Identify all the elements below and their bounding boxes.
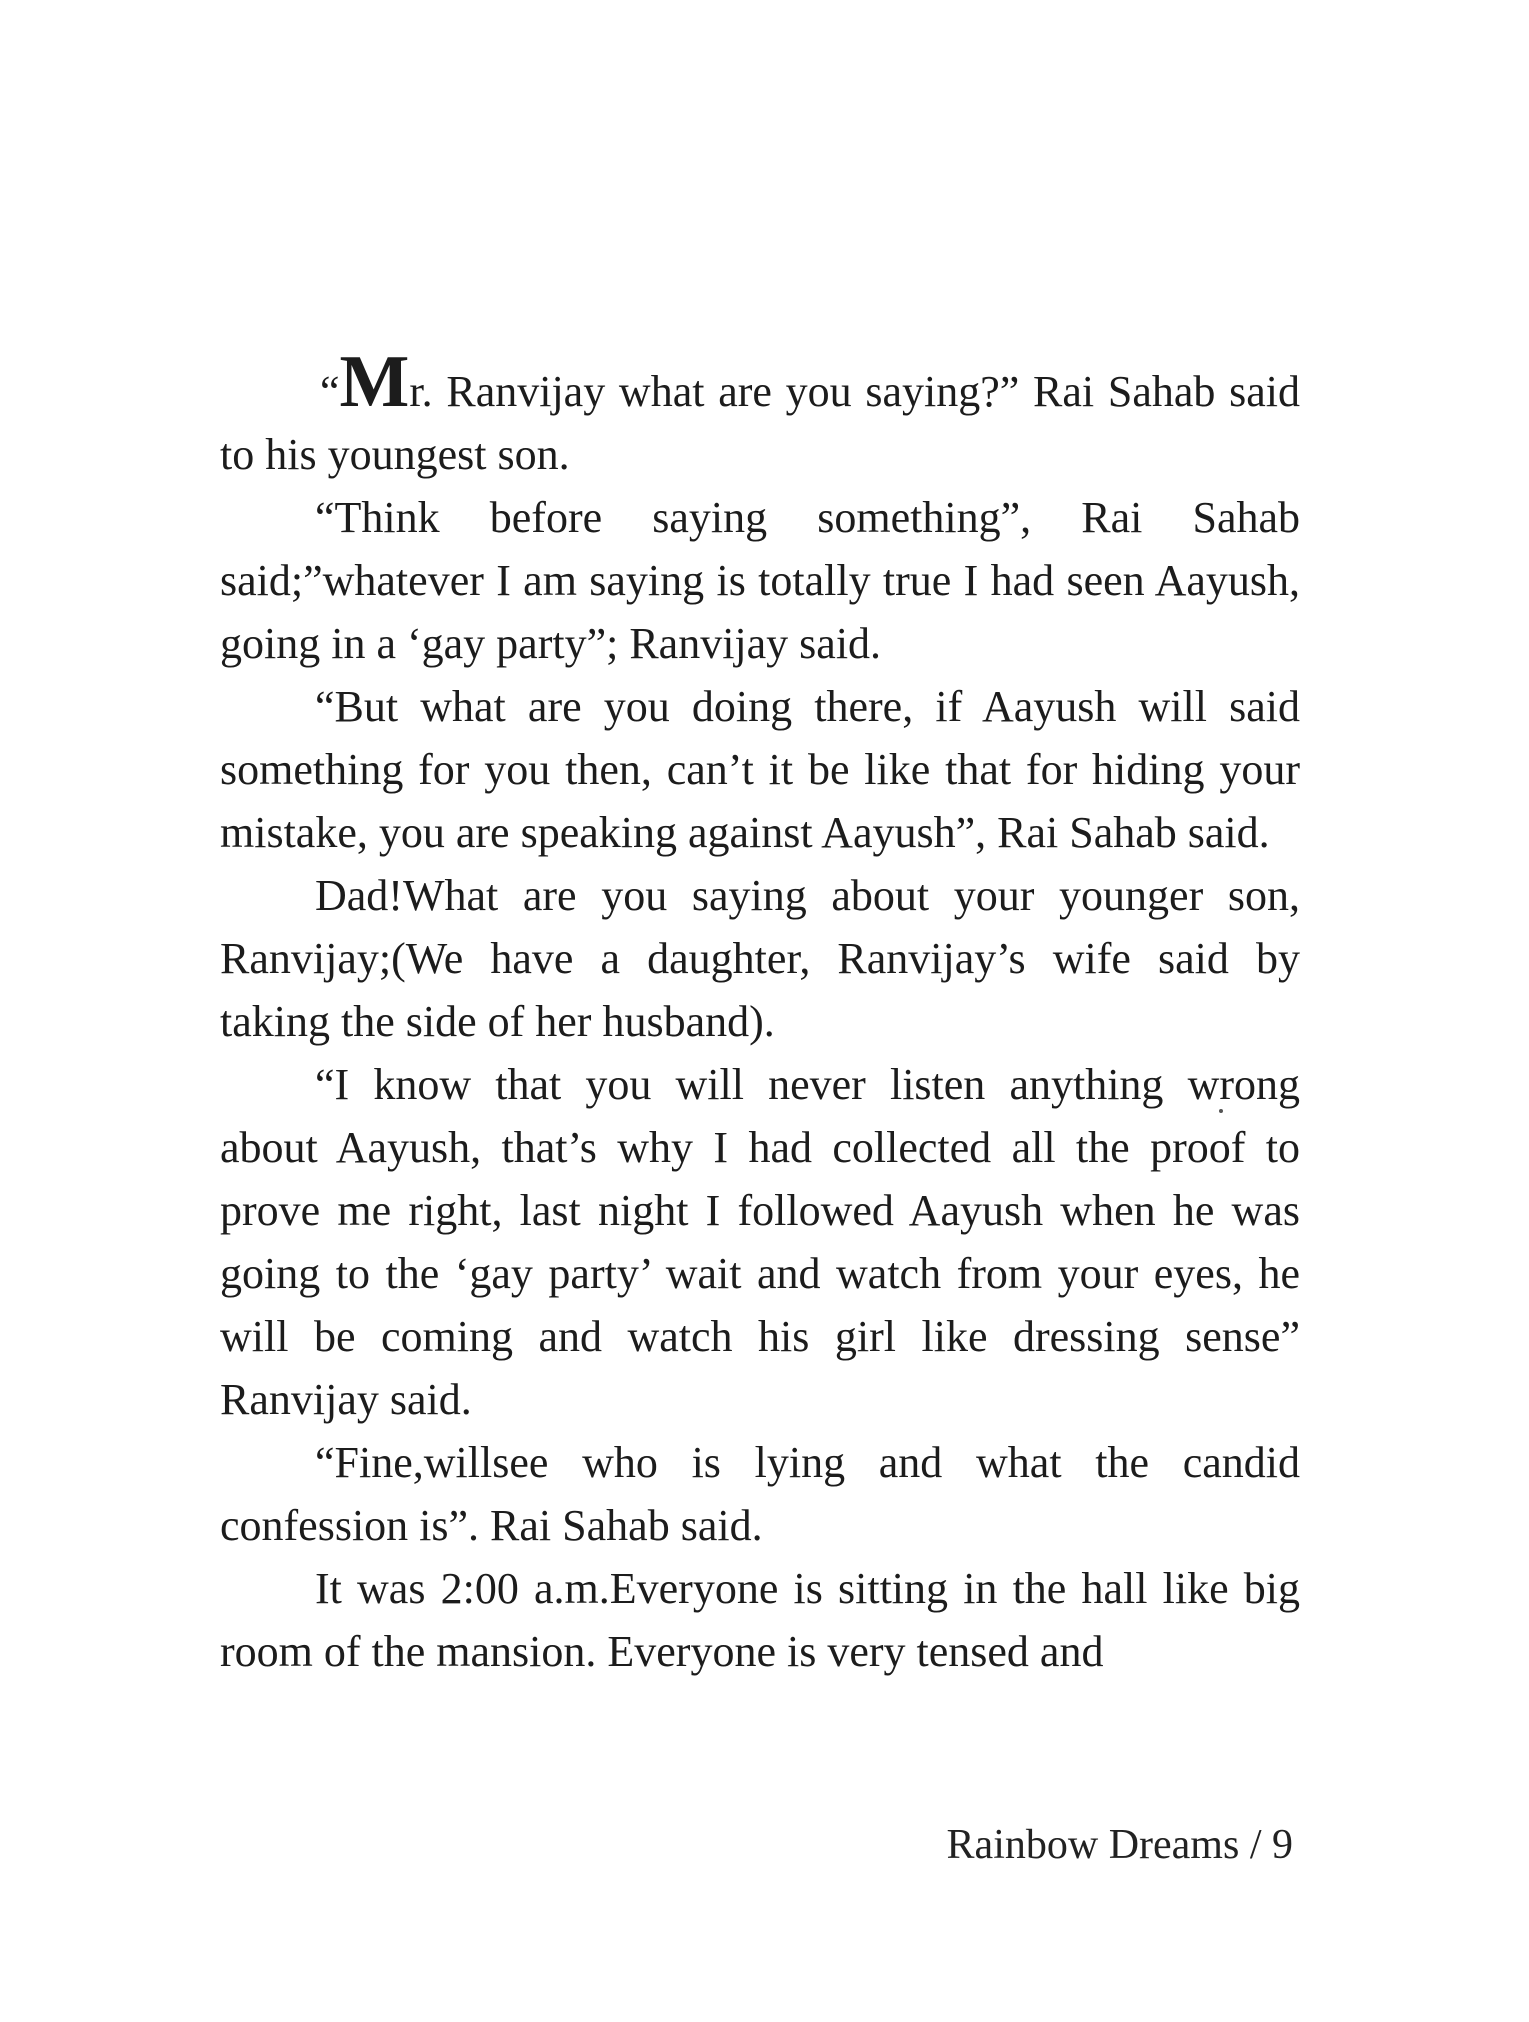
- paragraph-7: It was 2:00 a.m.Everyone is sitting in the hall like big room of the mansion. Everyone is very tensed and: [220, 1564, 1300, 1676]
- paragraph-1-text: r. Ranvijay what are you saying?” Rai Sahab said to his youngest son.: [220, 367, 1300, 479]
- paragraph-4: Dad!What are you saying about your younger son, Ranvijay;(We have a daughter, Ranvijay’s wife said by taking the side of her husband).: [220, 871, 1300, 1046]
- body-text: [220, 341, 1300, 1683]
- paragraph-6: “Fine,willsee who is lying and what the candid confession is”. Rai Sahab said.: [220, 1438, 1300, 1550]
- paragraph-3: “But what are you doing there, if Aayush will said something for you then, can’t it be like that for hiding your mistake, you are speaking against Aayush”, Rai Sahab said.: [220, 682, 1300, 857]
- paragraph-1: [220, 341, 1300, 486]
- paragraph-2: “Think before saying something”, Rai Sahab said;”whatever I am saying is totally true I had seen Aayush, going in a ‘gay party”; Ranvijay said.: [220, 493, 1300, 668]
- print-speck: [1219, 1109, 1223, 1113]
- opening-quote: “: [320, 367, 340, 416]
- paragraph-5: “I know that you will never listen anything wrong about Aayush, that’s why I had collected all the proof to prove me right, last night I followed Aayush when he was going to the ‘gay party’ wait and watch from your eyes, he will be coming and watch his girl like dressing sense” Ranvijay said.: [220, 1060, 1300, 1424]
- drop-cap: M: [339, 341, 410, 423]
- page-footer: Rainbow Dreams / 9: [946, 1822, 1293, 1868]
